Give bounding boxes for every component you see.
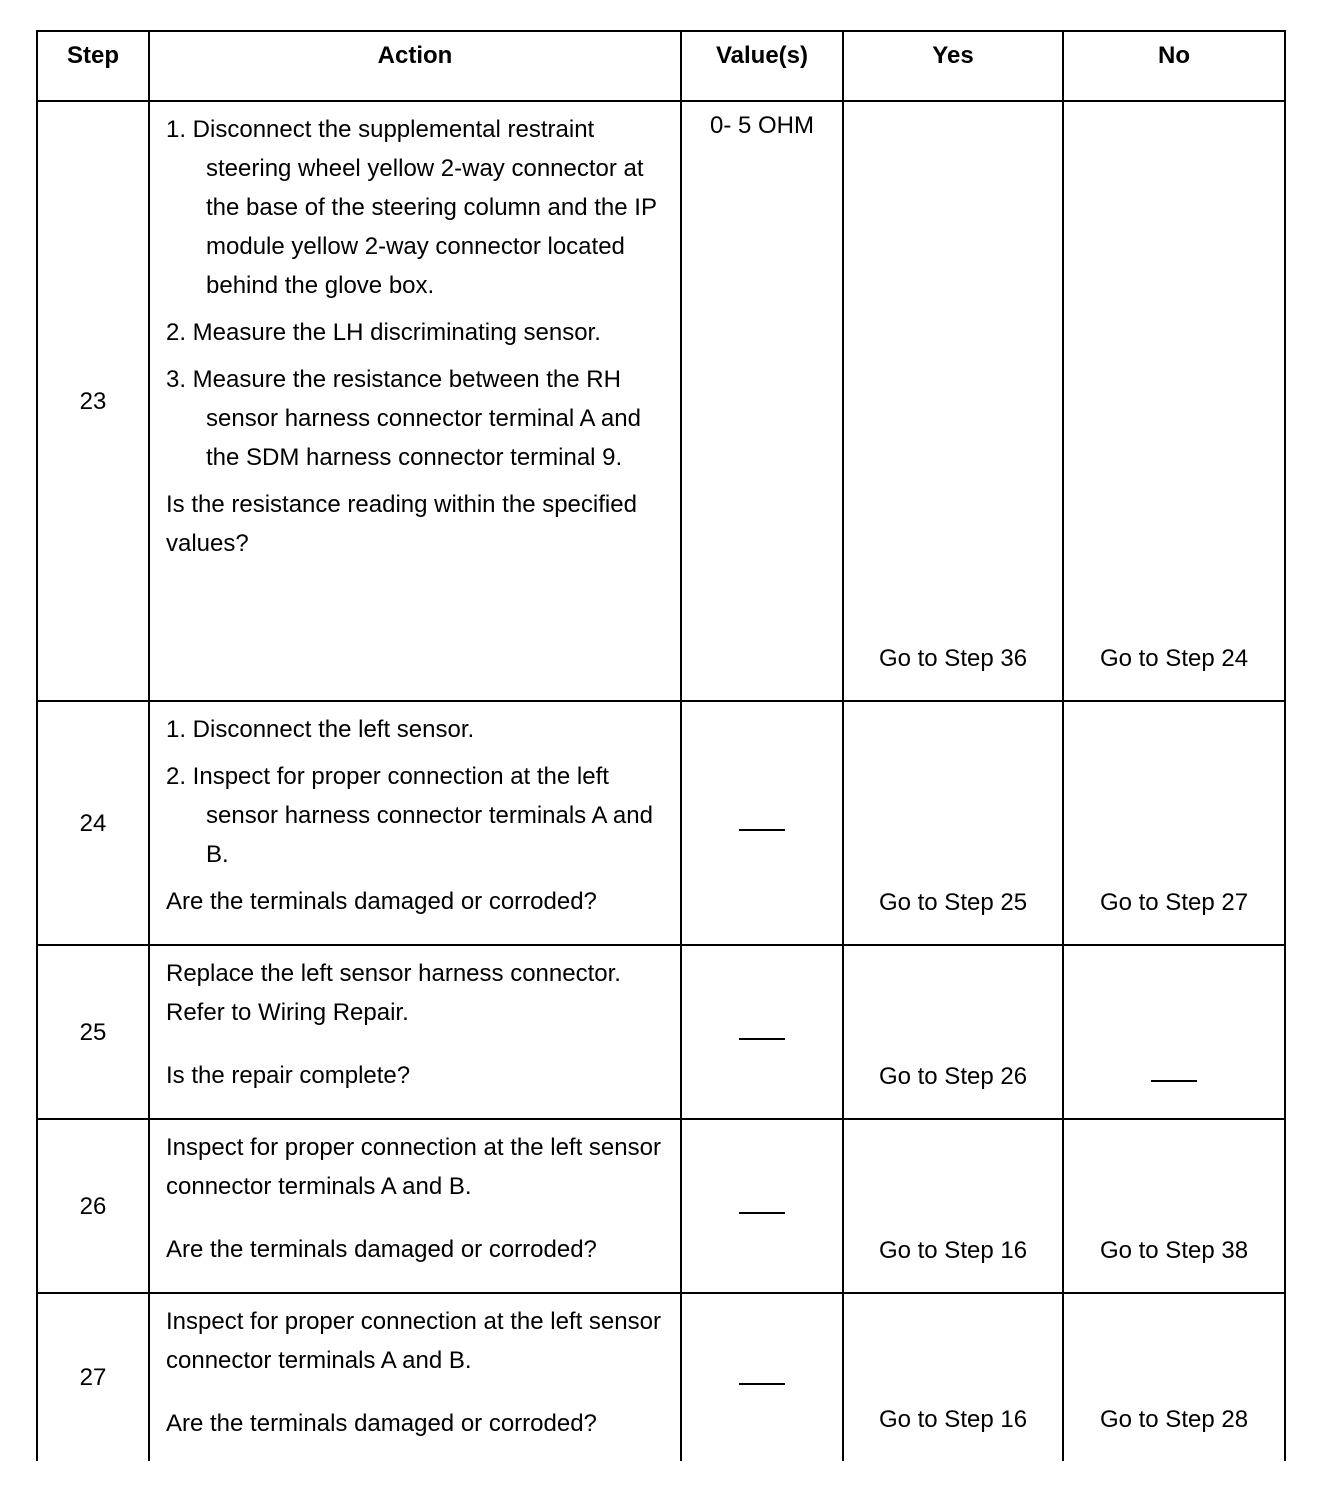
step-number: 24 [37,701,149,945]
no-cell: Go to Step 28 [1063,1293,1285,1461]
table-row-step-23 [37,101,1285,701]
action-cell [149,1293,681,1461]
action-item: 2. Inspect for proper connection at the left sensor harness connector terminals A and B. [166,763,653,868]
action-question: Are the terminals damaged or corroded? [166,888,597,915]
no-cell: Go to Step 38 [1063,1119,1285,1293]
action-question: Are the terminals damaged or corroded? [166,1410,597,1437]
step-number: 25 [37,945,149,1119]
yes-cell: Go to Step 25 [843,701,1063,945]
value-cell [681,1293,843,1461]
diagnostic-table-page [36,30,1284,1461]
action-text: Replace the left sensor harness connector. Refer to Wiring Repair. [166,960,621,1026]
action-cell [149,945,681,1119]
no-cell [1063,945,1285,1119]
table-row-step-24 [37,701,1285,945]
action-question: Is the repair complete? [166,1062,411,1089]
table-row-step-27 [37,1293,1285,1461]
header-step: Step [37,31,149,101]
action-cell [149,101,681,701]
yes-cell: Go to Step 16 [843,1119,1063,1293]
header-row [37,31,1285,101]
empty-no-dash [1151,1080,1197,1082]
value-cell: 0- 5 OHM [681,101,843,701]
header-no: No [1063,31,1285,101]
value-cell [681,1119,843,1293]
empty-value-dash [739,1038,785,1040]
step-number: 23 [37,101,149,701]
action-item: 3. Measure the resistance between the RH sensor harness connector terminal A and the SDM harness connector terminal 9. [166,366,641,471]
yes-cell: Go to Step 36 [843,101,1063,701]
action-item: 1. Disconnect the left sensor. [166,716,475,743]
empty-value-dash [739,1212,785,1214]
diagnostic-table [36,30,1286,1461]
header-yes: Yes [843,31,1063,101]
value-cell [681,945,843,1119]
step-number: 27 [37,1293,149,1461]
value-cell [681,701,843,945]
action-text: Inspect for proper connection at the left sensor connector terminals A and B. [166,1308,661,1374]
action-item: 2. Measure the LH discriminating sensor. [166,319,601,346]
action-list [166,710,668,874]
table-row-step-26 [37,1119,1285,1293]
empty-value-dash [739,829,785,831]
action-question: Is the resistance reading within the specified values? [166,491,637,557]
action-question: Are the terminals damaged or corroded? [166,1236,597,1263]
header-values: Value(s) [681,31,843,101]
action-item: 1. Disconnect the supplemental restraint steering wheel yellow 2-way connector at the base of the steering column and the IP module yellow 2-way connector located behind the glove box. [166,116,657,299]
no-cell: Go to Step 27 [1063,701,1285,945]
action-list [166,110,668,477]
action-text: Inspect for proper connection at the left sensor connector terminals A and B. [166,1134,661,1200]
table-row-step-25 [37,945,1285,1119]
yes-cell: Go to Step 16 [843,1293,1063,1461]
empty-value-dash [739,1383,785,1385]
step-number: 26 [37,1119,149,1293]
no-cell: Go to Step 24 [1063,101,1285,701]
action-cell [149,1119,681,1293]
yes-cell: Go to Step 26 [843,945,1063,1119]
action-cell [149,701,681,945]
header-action: Action [149,31,681,101]
